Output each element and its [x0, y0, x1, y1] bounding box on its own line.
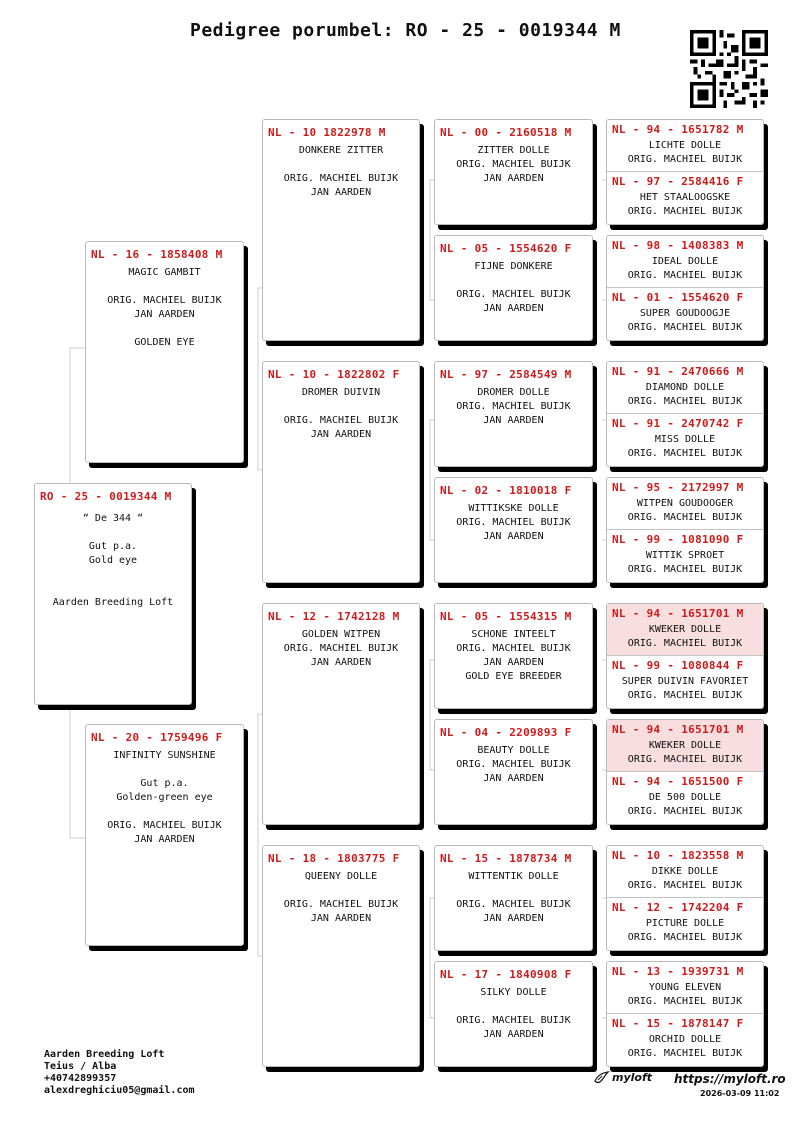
gen4-sire-highlighted[interactable]: [607, 604, 763, 656]
gen4-sire[interactable]: [607, 120, 763, 172]
pigeon-details: KWEKER DOLLE ORIG. MACHIEL BUIJK: [627, 624, 743, 649]
great-grandparent-card[interactable]: [434, 845, 593, 951]
pigeon-details: INFINITY SUNSHINE Gut p.a. Golden-green eye ORIG. MACHIEL BUIJK JAN AARDEN: [107, 750, 222, 845]
gen4-dam[interactable]: [607, 530, 763, 582]
ring-number: NL - 97 - 2584549 M: [440, 368, 572, 381]
pigeon-details: GOLDEN WITPEN ORIG. MACHIEL BUIJK JAN AARDEN: [283, 629, 399, 668]
gen4-dam[interactable]: [607, 898, 763, 950]
ring-number: NL - 98 - 1408383 M: [612, 239, 744, 252]
pigeon-details: DONKERE ZITTER ORIG. MACHIEL BUIJK JAN AARDEN: [283, 145, 399, 198]
ring-number: NL - 91 - 2470742 F: [612, 417, 744, 430]
gen4-pair: [606, 845, 764, 951]
pigeon-details: WITTIKSKE DOLLE ORIG. MACHIEL BUIJK JAN AARDEN: [456, 503, 571, 542]
ring-number: NL - 02 - 1810018 F: [440, 484, 572, 497]
gen4-dam[interactable]: [607, 288, 763, 340]
pigeon-details: PICTURE DOLLE ORIG. MACHIEL BUIJK: [627, 918, 743, 943]
pigeon-details: YOUNG ELEVEN ORIG. MACHIEL BUIJK: [627, 982, 743, 1007]
ring-number: NL - 10 - 1822802 F: [268, 368, 400, 381]
great-grandparent-card[interactable]: [434, 477, 593, 583]
ring-number: NL - 15 - 1878734 M: [440, 852, 572, 865]
pigeon-details: SUPER DUIVIN FAVORIET ORIG. MACHIEL BUIJK: [621, 676, 749, 701]
ring-number: NL - 91 - 2470666 M: [612, 365, 744, 378]
page-title: Pedigree porumbel: RO - 25 - 0019344 M: [190, 20, 621, 41]
pigeon-details: ORCHID DOLLE ORIG. MACHIEL BUIJK: [627, 1034, 743, 1059]
ring-number: NL - 15 - 1878147 F: [612, 1017, 744, 1030]
pigeon-details: MISS DOLLE ORIG. MACHIEL BUIJK: [627, 434, 743, 459]
ring-number: NL - 05 - 1554620 F: [440, 242, 572, 255]
ring-number: RO - 25 - 0019344 M: [40, 490, 172, 503]
pigeon-details: IDEAL DOLLE ORIG. MACHIEL BUIJK: [627, 256, 743, 281]
ring-number: NL - 99 - 1080844 F: [612, 659, 744, 672]
breeder-contact: [44, 1049, 195, 1097]
grandparent-card[interactable]: [262, 845, 420, 1067]
grandparent-card[interactable]: [262, 361, 420, 583]
ring-number: NL - 95 - 2172997 M: [612, 481, 744, 494]
ring-number: NL - 94 - 1651701 M: [612, 607, 744, 620]
pigeon-details: QUEENY DOLLE ORIG. MACHIEL BUIJK JAN AARDEN: [283, 871, 399, 924]
gen4-dam[interactable]: [607, 656, 763, 708]
pigeon-details: SILKY DOLLE ORIG. MACHIEL BUIJK JAN AARDEN: [456, 987, 571, 1040]
ring-number: NL - 10 - 1823558 M: [612, 849, 744, 862]
gen4-dam[interactable]: [607, 172, 763, 224]
great-grandparent-card[interactable]: [434, 719, 593, 825]
ring-number: NL - 05 - 1554315 M: [440, 610, 572, 623]
pigeon-details: KWEKER DOLLE ORIG. MACHIEL BUIJK: [627, 740, 743, 765]
gen4-sire[interactable]: [607, 846, 763, 898]
pigeon-details: DIAMOND DOLLE ORIG. MACHIEL BUIJK: [627, 382, 743, 407]
ring-number: NL - 04 - 2209893 F: [440, 726, 572, 739]
gen4-pair: [606, 719, 764, 825]
pigeon-details: “ De 344 “ Gut p.a. Gold eye Aarden Breeding Loft: [52, 513, 174, 608]
bird-logo-icon: [593, 1069, 611, 1087]
great-grandparent-card[interactable]: [434, 961, 593, 1067]
gen4-sire[interactable]: [607, 236, 763, 288]
ring-number: NL - 01 - 1554620 F: [612, 291, 744, 304]
pigeon-details: MAGIC GAMBIT ORIG. MACHIEL BUIJK JAN AARDEN GOLDEN EYE: [107, 267, 222, 348]
parent-card-sire[interactable]: [85, 241, 244, 463]
gen4-pair: [606, 361, 764, 467]
pigeon-details: FIJNE DONKERE ORIG. MACHIEL BUIJK JAN AARDEN: [456, 261, 571, 314]
pigeon-details: ZITTER DOLLE ORIG. MACHIEL BUIJK JAN AARDEN: [456, 145, 571, 184]
gen4-pair: [606, 119, 764, 225]
grandparent-card[interactable]: [262, 119, 420, 341]
loft-name: Aarden Breeding Loft: [44, 1049, 165, 1060]
ring-number: NL - 16 - 1858408 M: [91, 248, 223, 261]
grandparent-card[interactable]: [262, 603, 420, 825]
gen4-sire[interactable]: [607, 362, 763, 414]
pigeon-details: DROMER DUIVIN ORIG. MACHIEL BUIJK JAN AARDEN: [283, 387, 399, 440]
great-grandparent-card[interactable]: [434, 603, 593, 709]
great-grandparent-card[interactable]: [434, 235, 593, 341]
pigeon-details: SUPER GOUDOOGJE ORIG. MACHIEL BUIJK: [627, 308, 743, 333]
pigeon-details: WITTENTIK DOLLE ORIG. MACHIEL BUIJK JAN AARDEN: [456, 871, 571, 924]
gen4-sire-highlighted[interactable]: [607, 720, 763, 772]
pigeon-details: HET STAALOOGSKE ORIG. MACHIEL BUIJK: [627, 192, 743, 217]
ring-number: NL - 97 - 2584416 F: [612, 175, 744, 188]
gen4-sire[interactable]: [607, 962, 763, 1014]
email-link[interactable]: alexdreghiciu05@gmail.com: [44, 1085, 195, 1096]
gen4-pair: [606, 235, 764, 341]
pigeon-details: BEAUTY DOLLE ORIG. MACHIEL BUIJK JAN AARDEN: [456, 745, 571, 784]
pigeon-details: DE 500 DOLLE ORIG. MACHIEL BUIJK: [627, 792, 743, 817]
ring-number: NL - 20 - 1759496 F: [91, 731, 223, 744]
pigeon-details: DIKKE DOLLE ORIG. MACHIEL BUIJK: [627, 866, 743, 891]
ring-number: NL - 12 - 1742204 F: [612, 901, 744, 914]
gen4-pair: [606, 961, 764, 1067]
ring-number: NL - 17 - 1840908 F: [440, 968, 572, 981]
pigeon-details: LICHTE DOLLE ORIG. MACHIEL BUIJK: [627, 140, 743, 165]
gen4-pair: [606, 477, 764, 583]
ring-number: NL - 94 - 1651701 M: [612, 723, 744, 736]
phone-number: +40742899357: [44, 1073, 117, 1084]
pigeon-details: WITTIK SPROET ORIG. MACHIEL BUIJK: [627, 550, 743, 575]
pigeon-details: DROMER DOLLE ORIG. MACHIEL BUIJK JAN AARDEN: [456, 387, 571, 426]
ring-number: NL - 12 - 1742128 M: [268, 610, 400, 623]
gen4-dam[interactable]: [607, 1014, 763, 1066]
gen4-dam[interactable]: [607, 414, 763, 466]
brand-logo-text: myloft: [612, 1071, 653, 1084]
pedigree-subject-card[interactable]: [34, 483, 192, 705]
ring-number: NL - 94 - 1651782 M: [612, 123, 744, 136]
ring-number: NL - 00 - 2160518 M: [440, 126, 572, 139]
loft-location: Teius / Alba: [44, 1061, 117, 1072]
gen4-dam[interactable]: [607, 772, 763, 824]
great-grandparent-card[interactable]: [434, 119, 593, 225]
great-grandparent-card[interactable]: [434, 361, 593, 467]
ring-number: NL - 13 - 1939731 M: [612, 965, 744, 978]
gen4-sire[interactable]: [607, 478, 763, 530]
website-link[interactable]: https://myloft.ro: [674, 1072, 786, 1086]
pigeon-details: SCHONE INTEELT ORIG. MACHIEL BUIJK JAN AARDEN GOLD EYE BREEDER: [456, 629, 571, 682]
gen4-pair: [606, 603, 764, 709]
ring-number: NL - 99 - 1081090 F: [612, 533, 744, 546]
ring-number: NL - 10 1822978 M: [268, 126, 386, 139]
parent-card-dam[interactable]: [85, 724, 244, 946]
ring-number: NL - 94 - 1651500 F: [612, 775, 744, 788]
pigeon-details: WITPEN GOUDOOGER ORIG. MACHIEL BUIJK: [627, 498, 743, 523]
print-timestamp: 2026-03-09 11:02: [700, 1089, 780, 1098]
ring-number: NL - 18 - 1803775 F: [268, 852, 400, 865]
